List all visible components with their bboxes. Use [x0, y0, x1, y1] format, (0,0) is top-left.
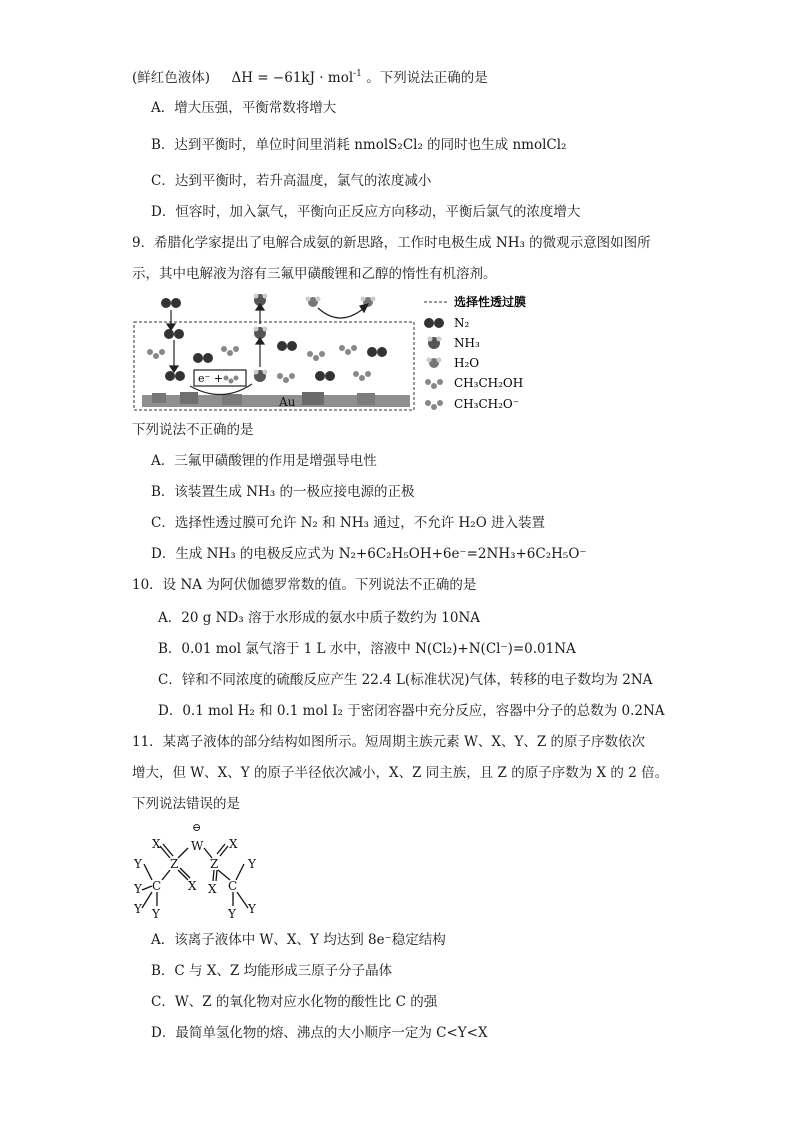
- atom-w: W: [191, 839, 204, 853]
- q9-option-c: C．选择性透过膜可允许 N₂ 和 NH₃ 通过，不允许 H₂O 进入装置: [151, 515, 546, 531]
- q11-option-a: A．该离子液体中 W、X、Y 均达到 8e⁻稳定结构: [151, 932, 446, 948]
- atom-c-left: C: [152, 879, 162, 893]
- q9-option-d: D．生成 NH₃ 的电极反应式为 N₂+6C₂H₅OH+6e⁻=2NH₃+6C₂H₅O⁻: [151, 546, 587, 562]
- q10-stem: 10．设 NA 为阿伏伽德罗常数的值。下列说法不正确的是: [132, 577, 477, 593]
- negative-charge-symbol: ⊖: [192, 821, 202, 834]
- q10-option-d: D．0.1 mol H₂ 和 0.1 mol I₂ 于密闭容器中充分反应，容器中分子的总数为 0.2NA: [158, 703, 665, 719]
- ammonia-electrolysis-diagram: [132, 292, 552, 417]
- legend-nh3-swatch: [428, 337, 442, 350]
- atom-c-right: C: [228, 879, 238, 893]
- atom-y-left-lower: Y: [152, 907, 160, 921]
- q11-ask: 下列说法错误的是: [132, 796, 240, 812]
- atom-x-upper-right: X: [229, 837, 238, 851]
- atom-x-upper-left: X: [152, 837, 161, 851]
- atom-y-right-top: Y: [248, 857, 256, 871]
- n2-molecules: [161, 298, 387, 381]
- electrode-label: Au: [279, 395, 296, 409]
- q8-option-c: C．达到平衡时，若升高温度，氯气的浓度减小: [151, 173, 432, 189]
- atom-y-left-mid: Y: [134, 882, 142, 896]
- legend-h2o-label: H₂O: [454, 356, 480, 370]
- q9-option-a: A．三氟甲磺酸锂的作用是增强导电性: [151, 453, 377, 469]
- q8-prefix: (鲜红色液体): [132, 70, 211, 86]
- legend-h2o-swatch: [427, 358, 442, 369]
- atom-y-right-mid: Y: [248, 902, 256, 916]
- electron-box-label: e⁻ +: [198, 372, 224, 385]
- legend-n2-swatch: [424, 318, 444, 328]
- q11-option-b: B．C 与 X、Z 均能形成三原子分子晶体: [151, 963, 393, 979]
- q10-option-b: B．0.01 mol 氯气溶于 1 L 水中，溶液中 N(Cl₂)+N(Cl⁻)=0.01NA: [158, 641, 576, 657]
- q9-ask: 下列说法不正确的是: [132, 422, 254, 438]
- q11-option-c: C．W、Z 的氧化物对应水化物的酸性比 C 的强: [151, 994, 438, 1010]
- atom-x-lower-right: X: [208, 882, 217, 896]
- q8-suffix: 。下列说法正确的是: [366, 70, 488, 86]
- q8-enthalpy-exponent: -1: [353, 69, 362, 79]
- ionic-liquid-structure: [132, 818, 282, 923]
- q8-option-d: D．恒容时，加入氯气，平衡向正反应方向移动，平衡后氯气的浓度增大: [151, 204, 581, 220]
- q8-option-b: B．达到平衡时，单位时间里消耗 nmolS₂Cl₂ 的同时也生成 nmolCl₂: [151, 137, 567, 153]
- atom-y-left-top: Y: [134, 857, 142, 871]
- legend-membrane-label: 选择性透过膜: [454, 295, 527, 309]
- legend: [424, 294, 526, 411]
- q9-stem-line1: 9．希腊化学家提出了电解合成氨的新思路，工作时电极生成 NH₃ 的微观示意图如图所: [132, 235, 651, 251]
- structure-bonds: [142, 844, 248, 908]
- q8-stem-continuation: [132, 65, 488, 87]
- atom-z-left: Z: [170, 857, 179, 871]
- q8-enthalpy: ΔH = −61kJ · mol: [231, 70, 354, 86]
- q10-option-a: A．20 g ND₃ 溶于水形成的氨水中质子数约为 10NA: [158, 610, 481, 626]
- atom-x-lower-left: X: [188, 879, 197, 893]
- q9-stem-line2: 示，其中电解液为溶有三氟甲磺酸锂和乙醇的惰性有机溶剂。: [132, 266, 497, 282]
- q10-option-c: C．锌和不同浓度的硫酸反应产生 22.4 L(标准状况)气体，转移的电子数均为 2NA: [158, 672, 653, 688]
- q8-option-a: A．增大压强，平衡常数将增大: [151, 100, 337, 116]
- atom-y-right-lower: Y: [228, 907, 236, 921]
- q9-option-b: B．该装置生成 NH₃ 的一极应接电源的正极: [151, 484, 415, 500]
- legend-ethanol-label: CH₃CH₂OH: [454, 376, 524, 390]
- q11-option-d: D．最简单氢化物的熔、沸点的大小顺序一定为 C<Y<X: [151, 1025, 488, 1041]
- legend-ethoxide-swatch: [425, 400, 443, 410]
- q11-stem-line1: 11．某离子液体的部分结构如图所示。短周期主族元素 W、X、Y、Z 的原子序数依次: [132, 734, 646, 750]
- legend-nh3-label: NH₃: [454, 336, 480, 350]
- legend-n2-label: N₂: [454, 316, 470, 330]
- atom-y-left-bottom: Y: [134, 902, 142, 916]
- q11-stem-line2: 增大，但 W、X、Y 的原子半径依次减小，X、Z 同主族，且 Z 的原子序数为 X 的 2 倍。: [132, 765, 669, 781]
- atom-z-right: Z: [210, 857, 219, 871]
- au-electrode: [142, 392, 410, 407]
- legend-ethoxide-label: CH₃CH₂O⁻: [454, 397, 520, 411]
- legend-ethanol-swatch: [425, 379, 443, 389]
